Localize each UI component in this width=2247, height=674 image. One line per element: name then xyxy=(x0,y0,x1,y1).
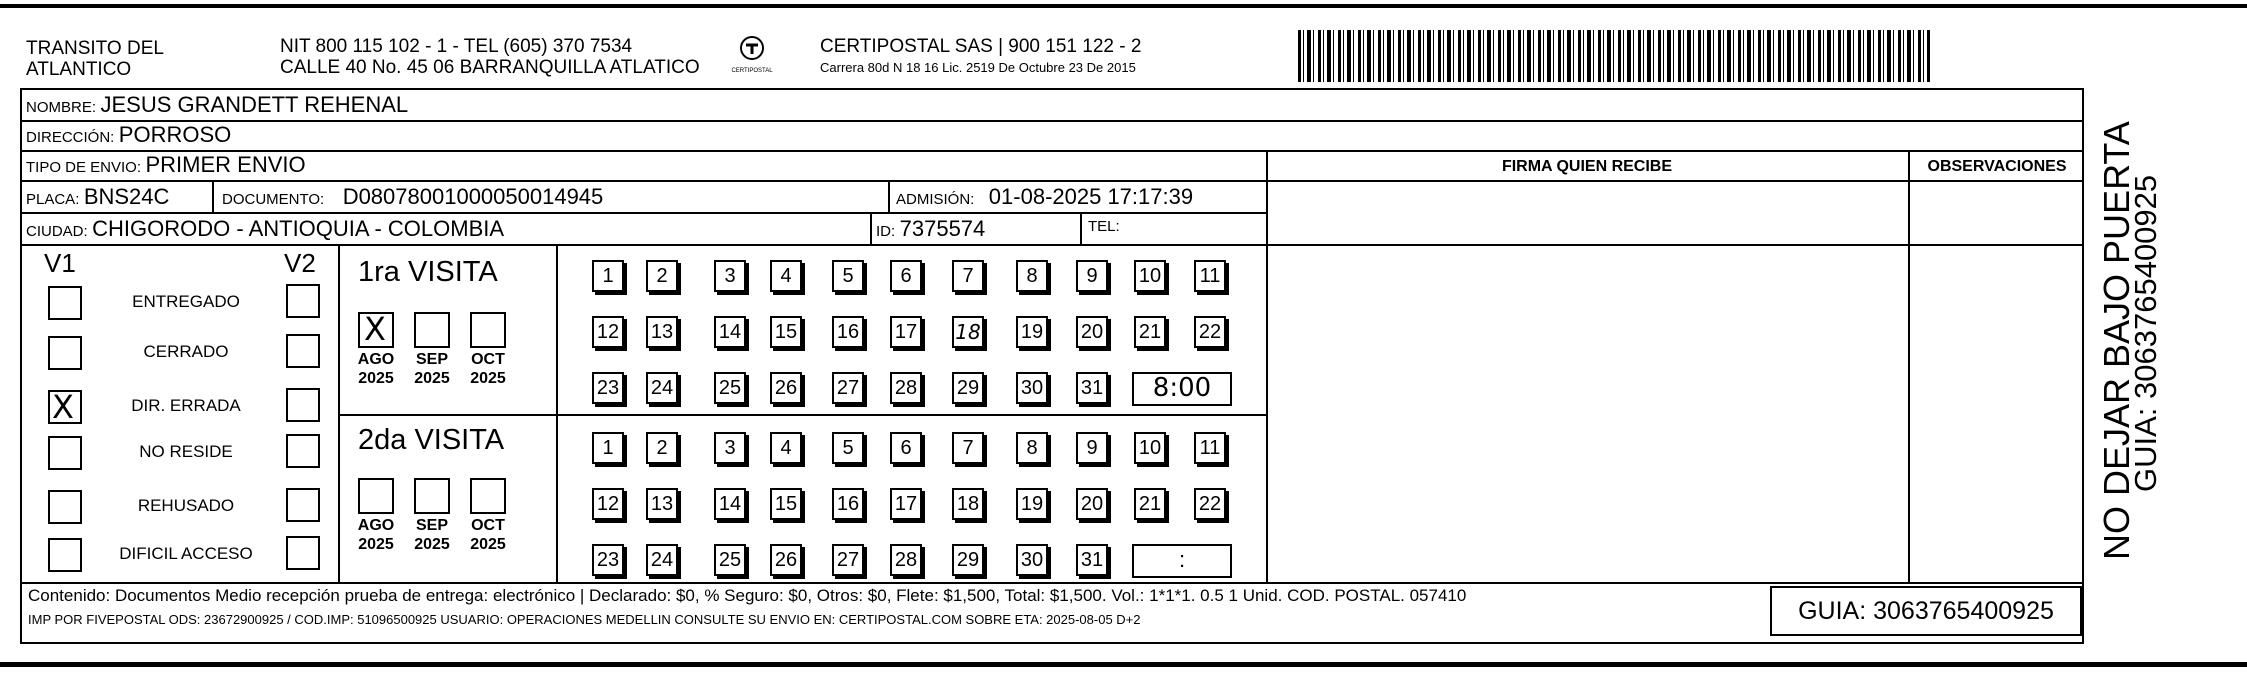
second-visit-day-29[interactable]: 29 xyxy=(952,544,984,576)
id-divider xyxy=(870,212,872,244)
second-visit-day-11[interactable]: 11 xyxy=(1194,432,1226,464)
second-visit-day-8[interactable]: 8 xyxy=(1016,432,1048,464)
first-visit-day-2[interactable]: 2 xyxy=(646,260,678,292)
month-mark: X xyxy=(364,310,386,348)
footer-line xyxy=(20,582,2084,584)
second-visit-month-checkbox[interactable] xyxy=(414,478,450,514)
nit-line: NIT 800 115 102 - 1 - TEL (605) 370 7534 xyxy=(280,36,633,57)
v2-checkbox[interactable] xyxy=(286,284,320,318)
tel-divider xyxy=(1080,212,1082,244)
first-visit-day-9[interactable]: 9 xyxy=(1076,260,1108,292)
second-visit-month-label: OCT 2025 xyxy=(470,517,506,553)
status-option-label: DIFICIL ACCESO xyxy=(119,544,253,563)
admision-divider xyxy=(888,180,890,212)
placa-divider xyxy=(212,180,214,212)
first-visit-day-26[interactable]: 26 xyxy=(770,372,802,404)
second-visit-day-19[interactable]: 19 xyxy=(1016,488,1048,520)
logo-icon xyxy=(738,34,766,62)
first-visit-day-15[interactable]: 15 xyxy=(770,316,802,348)
second-visit-day-7[interactable]: 7 xyxy=(952,432,984,464)
second-visit-day-21[interactable]: 21 xyxy=(1134,488,1166,520)
second-visit-day-23[interactable]: 23 xyxy=(592,544,624,576)
footer-imp: IMP POR FIVEPOSTAL ODS: 23672900925 / COD.IMP: 51096500925 USUARIO: OPERACIONES MEDELLIN CONSULTE SU ENVIO EN: CERTIPOSTAL.COM SOBRE ETA: 2025-08-05 D+2 xyxy=(28,612,1141,627)
first-visit-day-11[interactable]: 11 xyxy=(1194,260,1226,292)
second-visit-day-9[interactable]: 9 xyxy=(1076,432,1108,464)
first-visit-month-checkbox[interactable] xyxy=(470,312,506,348)
first-visit-day-13[interactable]: 13 xyxy=(646,316,678,348)
barcode xyxy=(1298,30,1930,82)
visit-mid-line xyxy=(338,414,1266,416)
second-visit-day-3[interactable]: 3 xyxy=(714,432,746,464)
first-visit-day-20[interactable]: 20 xyxy=(1076,316,1108,348)
second-visit-day-14[interactable]: 14 xyxy=(714,488,746,520)
second-visit-title: 2da VISITA xyxy=(358,424,505,456)
second-visit-month-checkbox[interactable] xyxy=(358,478,394,514)
second-visit-month-label: AGO 2025 xyxy=(357,517,395,553)
first-visit-day-16[interactable]: 16 xyxy=(832,316,864,348)
second-visit-day-28[interactable]: 28 xyxy=(890,544,922,576)
first-visit-day-10[interactable]: 10 xyxy=(1134,260,1166,292)
second-visit-day-26[interactable]: 26 xyxy=(770,544,802,576)
second-visit-day-18[interactable]: 18 xyxy=(952,488,984,520)
id-row: ID: 7375574 xyxy=(876,216,986,241)
second-visit-time-box[interactable]: : xyxy=(1132,544,1232,578)
v2-checkbox[interactable] xyxy=(286,488,320,522)
row-line-1 xyxy=(20,120,2084,122)
side-guia: GUIA: 3063765400925 xyxy=(2128,174,2163,492)
ciudad-row: CIUDAD: CHIGORODO - ANTIOQUIA - COLOMBIA xyxy=(26,216,505,241)
first-visit-day-22[interactable]: 22 xyxy=(1194,316,1226,348)
ciudad-value: CHIGORODO - ANTIOQUIA - COLOMBIA xyxy=(92,216,505,241)
first-visit-time-box[interactable]: 8:00 xyxy=(1132,372,1232,406)
side-warning: NO DEJAR BAJO PUERTA xyxy=(2096,121,2137,560)
certipostal-logo xyxy=(722,34,782,84)
first-visit-month-label: SEP 2025 xyxy=(414,351,450,387)
tel-row: TEL: xyxy=(1088,218,1120,235)
first-visit-day-5[interactable]: 5 xyxy=(832,260,864,292)
second-visit-day-1[interactable]: 1 xyxy=(592,432,624,464)
nombre-row: NOMBRE: JESUS GRANDETT REHENAL xyxy=(26,92,409,117)
documento-row: DOCUMENTO: D08078001000050014945 xyxy=(222,184,604,209)
first-visit-month-checkbox[interactable] xyxy=(414,312,450,348)
second-visit-day-10[interactable]: 10 xyxy=(1134,432,1166,464)
status-option-label: NO RESIDE xyxy=(139,442,233,461)
second-visit-month-checkbox[interactable] xyxy=(470,478,506,514)
id-value: 7375574 xyxy=(899,216,986,241)
visit-divider xyxy=(556,244,558,582)
footer-contenido: Contenido: Documentos Medio recepción prueba de entrega: electrónico | Declarado: $0, % Seguro: $0, Otros: $0, Flete: $1,500, Total: $1,500. Vol.: 1*1*1. 0.5 1 Unid. COD. POSTAL. 057410 xyxy=(28,586,1467,605)
nit-block xyxy=(280,36,700,78)
v1-checkbox[interactable] xyxy=(48,286,82,320)
v2-checkbox[interactable] xyxy=(286,434,320,468)
status-option-label: ENTREGADO xyxy=(132,292,240,311)
courier-line: CERTIPOSTAL SAS | 900 151 122 - 2 xyxy=(820,36,1142,57)
second-visit-day-2[interactable]: 2 xyxy=(646,432,678,464)
org-name xyxy=(26,38,164,80)
admision-value: 01-08-2025 17:17:39 xyxy=(988,184,1194,209)
second-visit-day-22[interactable]: 22 xyxy=(1194,488,1226,520)
first-visit-day-4[interactable]: 4 xyxy=(770,260,802,292)
status-option-label: CERRADO xyxy=(143,342,229,361)
footer-guia-box xyxy=(1770,586,2082,636)
v1-checkbox[interactable] xyxy=(48,336,82,370)
logo-text: CERTIPOSTAL xyxy=(731,68,773,74)
second-visit-day-17[interactable]: 17 xyxy=(890,488,922,520)
status-option-label: DIR. ERRADA xyxy=(131,396,241,415)
v1-label: V1 xyxy=(44,248,76,278)
v1-checkbox[interactable] xyxy=(48,436,82,470)
first-visit-day-25[interactable]: 25 xyxy=(714,372,746,404)
signature-left xyxy=(1266,150,1268,582)
v2-checkbox[interactable] xyxy=(286,388,320,422)
second-visit-day-15[interactable]: 15 xyxy=(770,488,802,520)
first-visit-day-12[interactable]: 12 xyxy=(592,316,624,348)
first-visit-day-31[interactable]: 31 xyxy=(1076,372,1108,404)
firma-label: FIRMA QUIEN RECIBE xyxy=(1501,158,1673,175)
first-visit-day-21[interactable]: 21 xyxy=(1134,316,1166,348)
placa-row: PLACA: BNS24C xyxy=(26,184,170,209)
row-line-2 xyxy=(20,150,2084,152)
admision-row: ADMISIÓN: 01-08-2025 17:17:39 xyxy=(896,184,1194,209)
row-line-5 xyxy=(20,244,1266,246)
first-visit-day-23[interactable]: 23 xyxy=(592,372,624,404)
second-visit-day-25[interactable]: 25 xyxy=(714,544,746,576)
observaciones-left xyxy=(1908,150,1910,582)
placa-value: BNS24C xyxy=(83,184,170,209)
status-divider xyxy=(338,244,340,582)
row-line-5b xyxy=(1266,244,2084,246)
first-visit-day-8[interactable]: 8 xyxy=(1016,260,1048,292)
status-option-label: REHUSADO xyxy=(137,496,235,515)
first-visit-day-6[interactable]: 6 xyxy=(890,260,922,292)
second-visit-day-4[interactable]: 4 xyxy=(770,432,802,464)
first-visit-title: 1ra VISITA xyxy=(358,256,498,288)
v1-mark: X xyxy=(52,388,74,426)
v1-checkbox[interactable] xyxy=(48,490,82,524)
v2-checkbox[interactable] xyxy=(286,536,320,570)
top-edge xyxy=(0,4,2247,8)
first-visit-day-27[interactable]: 27 xyxy=(832,372,864,404)
first-visit-day-29[interactable]: 29 xyxy=(952,372,984,404)
first-visit-month-checkbox[interactable] xyxy=(358,312,394,348)
second-visit-day-12[interactable]: 12 xyxy=(592,488,624,520)
direccion-row: DIRECCIÓN: PORROSO xyxy=(26,122,232,147)
second-visit-day-6[interactable]: 6 xyxy=(890,432,922,464)
first-visit-month-label: AGO 2025 xyxy=(357,351,395,387)
v2-label: V2 xyxy=(284,248,316,278)
second-visit-month-label: SEP 2025 xyxy=(414,517,450,553)
first-visit-day-14[interactable]: 14 xyxy=(714,316,746,348)
tipo-row: TIPO DE ENVIO: PRIMER ENVIO xyxy=(26,152,306,177)
first-visit-day-24[interactable]: 24 xyxy=(646,372,678,404)
org-line1: TRANSITO DEL xyxy=(26,38,164,59)
second-visit-day-30[interactable]: 30 xyxy=(1016,544,1048,576)
first-visit-month-label: OCT 2025 xyxy=(470,351,506,387)
observaciones-label: OBSERVACIONES xyxy=(1927,158,2067,175)
bottom-edge xyxy=(0,662,2247,667)
second-visit-day-5[interactable]: 5 xyxy=(832,432,864,464)
second-visit-day-31[interactable]: 31 xyxy=(1076,544,1108,576)
footer-guia: GUIA: 3063765400925 xyxy=(1798,597,2054,625)
first-visit-day-18[interactable]: 18 xyxy=(952,316,984,348)
first-visit-day-3[interactable]: 3 xyxy=(714,260,746,292)
first-visit-day-28[interactable]: 28 xyxy=(890,372,922,404)
second-visit-day-16[interactable]: 16 xyxy=(832,488,864,520)
documento-value: D08078001000050014945 xyxy=(342,184,604,209)
first-visit-day-17[interactable]: 17 xyxy=(890,316,922,348)
v2-checkbox[interactable] xyxy=(286,334,320,368)
first-visit-day-7[interactable]: 7 xyxy=(952,260,984,292)
tipo-value: PRIMER ENVIO xyxy=(145,152,306,177)
v1-checkbox[interactable] xyxy=(48,538,82,572)
second-visit-day-24[interactable]: 24 xyxy=(646,544,678,576)
org-line2: ATLANTICO xyxy=(26,59,132,80)
nombre-value: JESUS GRANDETT REHENAL xyxy=(100,92,409,117)
address-line: CALLE 40 No. 45 06 BARRANQUILLA ATLATICO xyxy=(280,57,700,78)
first-visit-day-1[interactable]: 1 xyxy=(592,260,624,292)
first-visit-day-30[interactable]: 30 xyxy=(1016,372,1048,404)
v1-checkbox[interactable] xyxy=(48,390,82,424)
courier-license: Carrera 80d N 18 16 Lic. 2519 De Octubre 23 De 2015 xyxy=(820,60,1136,75)
first-visit-day-19[interactable]: 19 xyxy=(1016,316,1048,348)
second-visit-day-27[interactable]: 27 xyxy=(832,544,864,576)
row-line-3 xyxy=(20,180,2084,182)
second-visit-day-20[interactable]: 20 xyxy=(1076,488,1108,520)
second-visit-day-13[interactable]: 13 xyxy=(646,488,678,520)
direccion-value: PORROSO xyxy=(118,122,232,147)
